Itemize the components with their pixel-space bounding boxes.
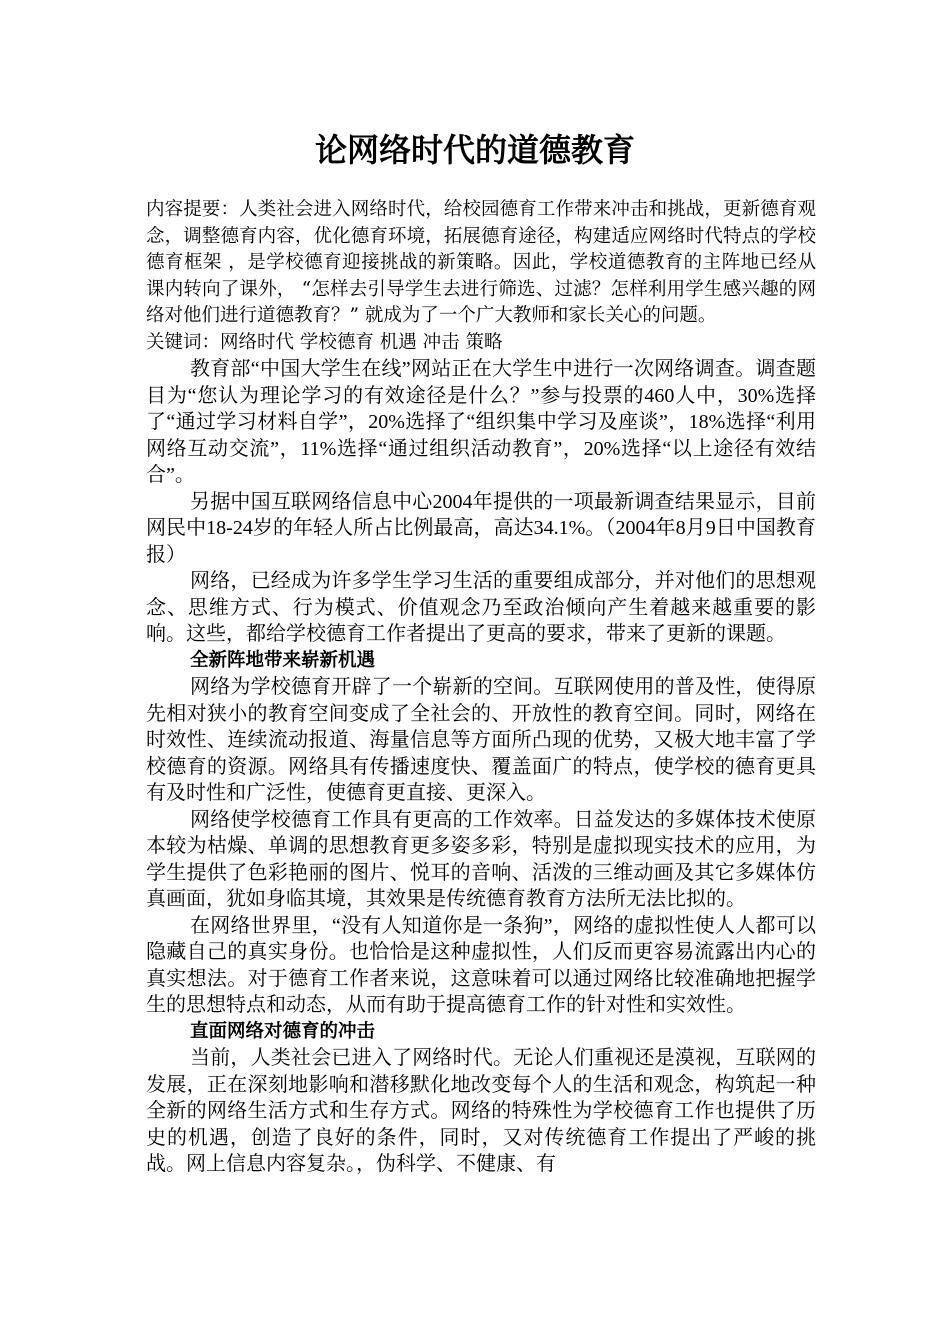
document-title: 论网络时代的道德教育 bbox=[314, 131, 635, 169]
keywords: 关键词：网络时代 学校德育 机遇 冲击 策略 bbox=[146, 331, 503, 353]
abstract: 内容提要：人类社会进入网络时代，给校园德育工作带来冲击和挑战，更新德育观念，调整德育内容，优化德育环境，拓展德育途径，构建适应网络时代特点的学校德育框架 ，是学校德育迎接挑战的新策略。因此，学校道德教育的主阵地已经从课内转向了课外， “怎样去引导学生去进行筛选、过滤？怎样利用学生感兴趣的网络对他们进行道德教育？” 就成为了一个广大教师和家长关心的问题。 bbox=[146, 199, 816, 326]
section-heading-opportunity: 全新阵地带来崭新机遇 bbox=[190, 649, 376, 671]
section1-paragraph-2: 网络使学校德育工作具有更高的工作效率。日益发达的多媒体技术使原本较为枯燥、单调的思想教育更多姿多彩，特别是虚拟现实技术的应用，为学生提供了色彩艳丽的图片、悦耳的音响、活泼的三维动画及其它多媒体仿真画面，犹如身临其境，其效果是传统德育教育方法所无法比拟的。 bbox=[146, 808, 816, 910]
intro-paragraph-2: 另据中国互联网络信息中心2004年提供的一项最新调查结果显示，目前网民中18-24岁的年轻人所占比例最高，高达34.1%。（2004年8月9日中国教育报） bbox=[146, 490, 816, 566]
section-heading-impact: 直面网络对德育的冲击 bbox=[190, 1020, 376, 1042]
intro-paragraph-3: 网络，已经成为许多学生学习生活的重要组成部分，并对他们的思想观念、思维方式、行为模式、价值观念乃至政治倾向产生着越来越重要的影响。这些，都给学校德育工作者提出了更高的要求，带来了更新的课题。 bbox=[146, 570, 816, 645]
intro-paragraph-1: 教育部“中国大学生在线”网站正在大学生中进行一次网络调查。调查题目为“您认为理论学习的有效途径是什么？”参与投票的460人中，30%选择了“通过学习材料自学”，20%选择了“组织集中学习及座谈”，18%选择“利用网络互动交流”，11%选择“通过组织活动教育”，20%选择“以上途径有效结合”。 bbox=[146, 358, 816, 486]
section2-paragraph-1: 当前，人类社会已进入了网络时代。无论人们重视还是漠视，互联网的发展，正在深刻地影响和潜移默化地改变每个人的生活和观念，构筑起一种全新的网络生活方式和生存方式。网络的特殊性为学校德育工作也提供了历史的机遇，创造了良好的条件，同时，又对传统德育工作提出了严峻的挑战。网上信息内容复杂。，伪科学、不健康、有 bbox=[146, 1047, 816, 1175]
document-body bbox=[146, 197, 816, 1178]
section1-paragraph-3: 在网络世界里，“没有人知道你是一条狗”，网络的虚拟性使人人都可以隐藏自己的真实身份。也恰恰是这种虚拟性，人们反而更容易流露出内心的真实想法。对于德育工作者来说，这意味着可以通过网络比较准确地把握学生的思想特点和动态，从而有助于提高德育工作的针对性和实效性。 bbox=[146, 914, 816, 1016]
section1-paragraph-1: 网络为学校德育开辟了一个崭新的空间。互联网使用的普及性，使得原先相对狭小的教育空间变成了全社会的、开放性的教育空间。同时，网络在时效性、连续流动报道、海量信息等方面所凸现的优势，又极大地丰富了学校德育的资源。网络具有传播速度快、覆盖面广的特点，使学校的德育更具有及时性和广泛性，使德育更直接、更深入。 bbox=[146, 676, 816, 804]
